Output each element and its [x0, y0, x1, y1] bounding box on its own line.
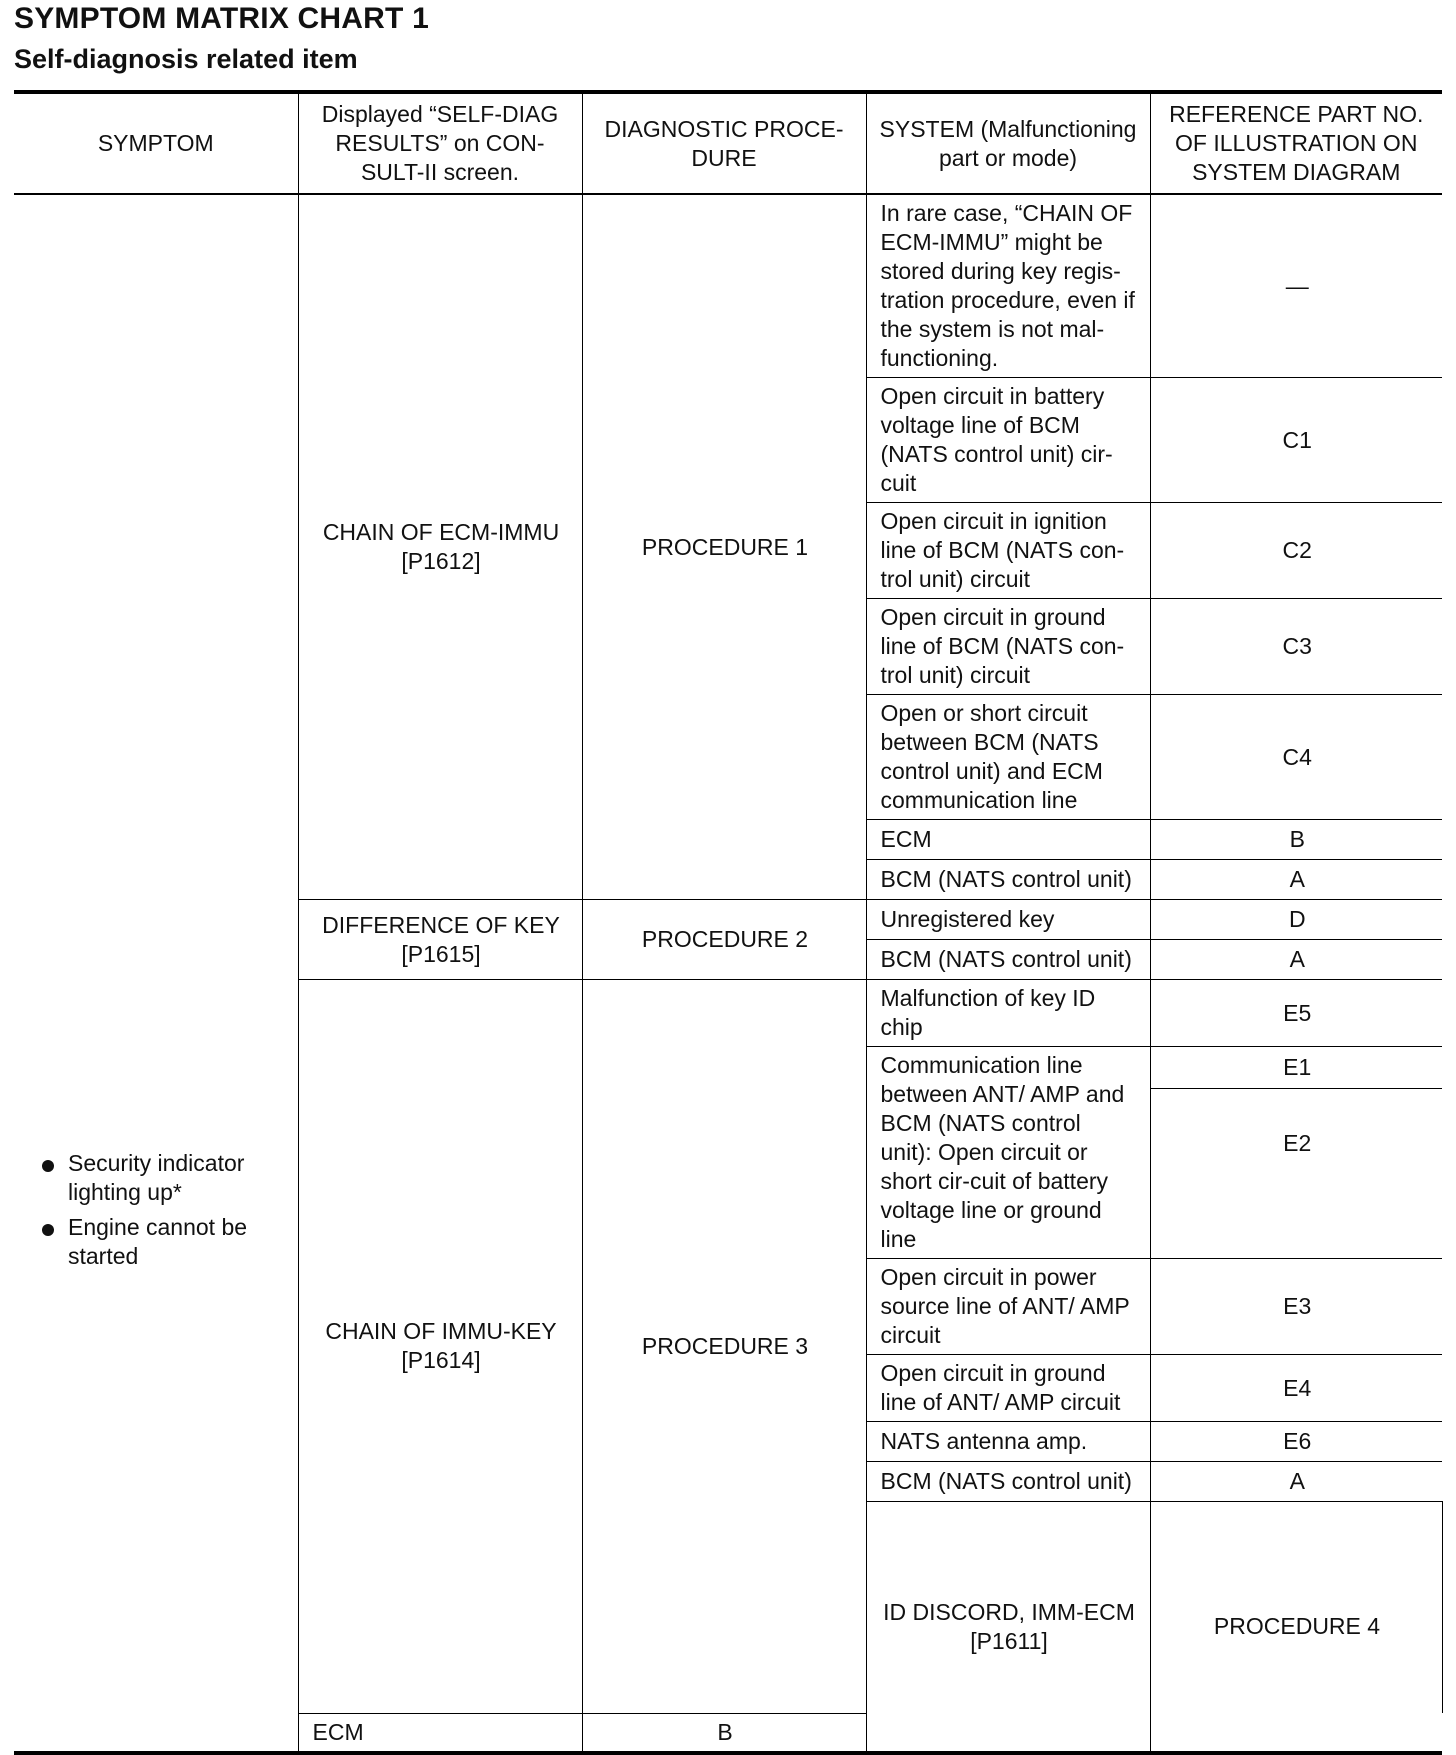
header-displayed-results: Displayed “SELF-DIAG RESULTS” on CON-SULT-II screen. — [298, 92, 582, 194]
header-symptom: SYMPTOM — [14, 92, 298, 194]
reference-cell: D — [1150, 900, 1442, 940]
system-cell: In rare case, “CHAIN OF ECM-IMMU” might be stored during key regis-tration procedure, even if the system is not mal-functioning. — [866, 194, 1150, 378]
procedure-cell: PROCEDURE 4 — [1150, 1502, 1442, 1754]
system-cell: NATS antenna amp. — [866, 1422, 1150, 1462]
system-cell: Open circuit in power source line of ANT/ AMP circuit — [866, 1259, 1150, 1355]
result-cell: CHAIN OF IMMU-KEY [P1614] — [298, 980, 582, 1714]
reference-cell: A — [1150, 860, 1442, 900]
system-cell: Open circuit in ground line of ANT/ AMP circuit — [866, 1355, 1150, 1422]
reference-cell: C4 — [1150, 695, 1442, 820]
system-cell: BCM (NATS control unit) — [866, 1462, 1150, 1502]
reference-cell: E5 — [1150, 980, 1442, 1047]
page-subtitle: Self-diagnosis related item — [14, 44, 358, 74]
header-system: SYSTEM (Malfunctioning part or mode) — [866, 92, 1150, 194]
reference-cell: B — [1150, 820, 1442, 860]
reference-cell: B — [582, 1713, 866, 1753]
reference-cell: — — [1150, 194, 1442, 378]
system-cell: Open circuit in ground line of BCM (NATS con-trol unit) circuit — [866, 599, 1150, 695]
symptom-cell — [14, 194, 298, 1753]
list-item: Engine cannot be started — [28, 1213, 288, 1271]
page-title: SYMPTOM MATRIX CHART 1 — [14, 2, 429, 35]
result-cell: ID DISCORD, IMM-ECM [P1611] — [866, 1502, 1150, 1754]
reference-cell: E3 — [1150, 1259, 1442, 1355]
system-cell: Open circuit in ignition line of BCM (NATS con-trol unit) circuit — [866, 503, 1150, 599]
bullet-icon — [42, 1224, 54, 1236]
reference-cell: E6 — [1150, 1422, 1442, 1462]
reference-cell: C2 — [1150, 503, 1442, 599]
system-cell: ECM — [298, 1713, 582, 1753]
procedure-cell: PROCEDURE 2 — [582, 900, 866, 980]
procedure-cell: PROCEDURE 3 — [582, 980, 866, 1714]
system-cell: Communication line between ANT/ AMP and BCM (NATS control unit): Open circuit or short cir-cuit of battery voltage line or ground line — [866, 1047, 1150, 1259]
symptom-matrix-table — [14, 90, 1442, 1755]
bullet-icon — [42, 1160, 54, 1172]
result-cell: DIFFERENCE OF KEY [P1615] — [298, 900, 582, 980]
header-diagnostic-procedure: DIAGNOSTIC PROCE-DURE — [582, 92, 866, 194]
system-cell: BCM (NATS control unit) — [866, 860, 1150, 900]
reference-cell: E4 — [1150, 1355, 1442, 1422]
reference-cell: E1 — [1150, 1047, 1442, 1089]
table-row — [14, 194, 1442, 378]
table-header-row — [14, 92, 1442, 194]
system-cell: ECM — [866, 820, 1150, 860]
header-reference-part: REFERENCE PART NO. OF ILLUSTRATION ON SYSTEM DIAGRAM — [1150, 92, 1442, 194]
system-cell: Open or short circuit between BCM (NATS control unit) and ECM communication line — [866, 695, 1150, 820]
list-item: Security indicator lighting up* — [28, 1149, 288, 1207]
symptom-list — [28, 1149, 288, 1271]
reference-cell: C3 — [1150, 599, 1442, 695]
system-cell: Open circuit in battery voltage line of BCM (NATS control unit) cir-cuit — [866, 378, 1150, 503]
reference-cell: A — [1150, 940, 1442, 980]
system-cell: Unregistered key — [866, 900, 1150, 940]
reference-cell: C1 — [1150, 378, 1442, 503]
reference-cell: A — [1150, 1462, 1442, 1502]
procedure-cell: PROCEDURE 1 — [582, 194, 866, 900]
result-cell: CHAIN OF ECM-IMMU [P1612] — [298, 194, 582, 900]
reference-cell: E2 — [1150, 1089, 1442, 1259]
system-cell: BCM (NATS control unit) — [866, 940, 1150, 980]
system-cell: Malfunction of key ID chip — [866, 980, 1150, 1047]
